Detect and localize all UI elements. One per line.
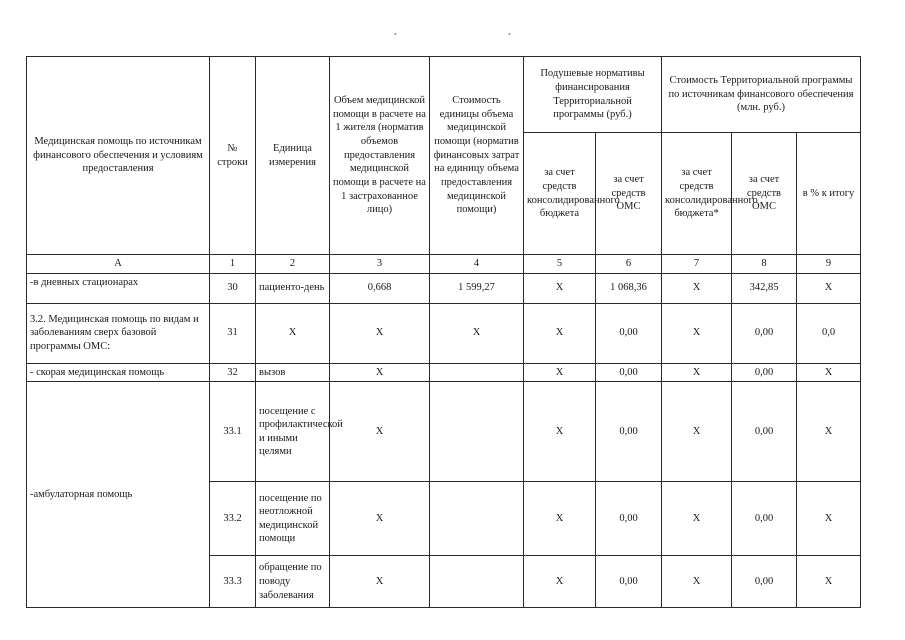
page-mark: • (394, 30, 397, 39)
cell-norm-oms: 1 068,36 (596, 273, 662, 303)
table-row-31 (27, 303, 861, 363)
cell-cost-budget: X (662, 273, 732, 303)
row-number: 33.3 (210, 556, 256, 608)
colnum: 4 (430, 255, 524, 274)
row-label-ambulatory: -амбулаторная помощь (27, 382, 210, 608)
row-unit: обращение по поводу заболевания (256, 556, 330, 608)
cell-norm-budget: X (524, 363, 596, 382)
financing-table (26, 56, 861, 608)
colnum: 5 (524, 255, 596, 274)
header-col-a: Медицинская помощь по источникам финансового обеспечения и условиям предоставления (27, 57, 210, 255)
cell-percent: X (797, 482, 861, 556)
cell-norm-budget: X (524, 482, 596, 556)
header-row (27, 57, 861, 133)
row-label: -в дневных стационарах (27, 273, 210, 303)
cell-norm-budget: X (524, 556, 596, 608)
colnum: А (27, 255, 210, 274)
cell-cost-oms: 0,00 (732, 556, 797, 608)
cell-unit-cost (430, 482, 524, 556)
cell-norm-oms: 0,00 (596, 382, 662, 482)
row-label: 3.2. Медицинская помощь по видам и заболеваниям сверх базовой программы ОМС: (27, 303, 210, 363)
row-unit: вызов (256, 363, 330, 382)
header-col-2: Единица измерения (256, 57, 330, 255)
row-number: 30 (210, 273, 256, 303)
row-number: 31 (210, 303, 256, 363)
row-number: 32 (210, 363, 256, 382)
header-col-6: за счет средств ОМС (596, 133, 662, 255)
cell-cost-budget: X (662, 303, 732, 363)
table-row-30 (27, 273, 861, 303)
colnum: 8 (732, 255, 797, 274)
row-unit: X (256, 303, 330, 363)
colnum: 2 (256, 255, 330, 274)
row-unit: посещение по неотложной медицинской помощи (256, 482, 330, 556)
header-col-4: Стоимость единицы объема медицинской помощи (норматив финансовых затрат на единицу объема предоставления медицинской помощи) (430, 57, 524, 255)
cell-percent: X (797, 556, 861, 608)
header-col-1: № строки (210, 57, 256, 255)
cell-cost-oms: 0,00 (732, 382, 797, 482)
cell-unit-cost (430, 363, 524, 382)
cell-norm-oms: 0,00 (596, 363, 662, 382)
colnum: 7 (662, 255, 732, 274)
cell-unit-cost: 1 599,27 (430, 273, 524, 303)
header-col-9: в % к итогу (797, 133, 861, 255)
cell-cost-oms: 0,00 (732, 363, 797, 382)
row-number: 33.1 (210, 382, 256, 482)
column-numbers-row (27, 255, 861, 274)
cell-cost-oms: 0,00 (732, 482, 797, 556)
cell-cost-oms: 0,00 (732, 303, 797, 363)
colnum: 1 (210, 255, 256, 274)
cell-cost-budget: X (662, 363, 732, 382)
table-row-32 (27, 363, 861, 382)
header-group-norms: Подушевые нормативы финансирования Территориальной программы (руб.) (524, 57, 662, 133)
row-label: - скорая медицинская помощь (27, 363, 210, 382)
table-row-33-1 (27, 382, 861, 482)
cell-unit-cost (430, 382, 524, 482)
cell-norm-oms: 0,00 (596, 303, 662, 363)
cell-norm-oms: 0,00 (596, 482, 662, 556)
colnum: 3 (330, 255, 430, 274)
cell-volume: X (330, 382, 430, 482)
cell-cost-budget: X (662, 482, 732, 556)
colnum: 9 (797, 255, 861, 274)
header-col-5: за счет средств консолидированного бюджета (524, 133, 596, 255)
cell-volume: X (330, 556, 430, 608)
cell-percent: X (797, 273, 861, 303)
cell-cost-budget: X (662, 382, 732, 482)
cell-norm-budget: X (524, 303, 596, 363)
cell-volume: 0,668 (330, 273, 430, 303)
cell-norm-budget: X (524, 273, 596, 303)
cell-norm-budget: X (524, 382, 596, 482)
header-col-3: Объем медицинской помощи в расчете на 1 жителя (норматив объемов предоставления медицинской помощи в расчете на 1 застрахованное лицо) (330, 57, 430, 255)
row-unit: посещение с профилактической и иными целями (256, 382, 330, 482)
header-group-cost: Стоимость Территориальной программы по источникам финансового обеспечения (млн. руб.) (662, 57, 861, 133)
cell-volume: X (330, 363, 430, 382)
row-unit: пациенто-день (256, 273, 330, 303)
cell-percent: X (797, 363, 861, 382)
header-col-8: за счет средств ОМС (732, 133, 797, 255)
cell-unit-cost: X (430, 303, 524, 363)
cell-cost-oms: 342,85 (732, 273, 797, 303)
cell-percent: 0,0 (797, 303, 861, 363)
cell-unit-cost (430, 556, 524, 608)
cell-volume: X (330, 482, 430, 556)
cell-percent: X (797, 382, 861, 482)
cell-cost-budget: X (662, 556, 732, 608)
colnum: 6 (596, 255, 662, 274)
page-mark: • (508, 30, 511, 39)
row-number: 33.2 (210, 482, 256, 556)
cell-volume: X (330, 303, 430, 363)
cell-norm-oms: 0,00 (596, 556, 662, 608)
header-col-7: за счет средств консолидированного бюджета* (662, 133, 732, 255)
